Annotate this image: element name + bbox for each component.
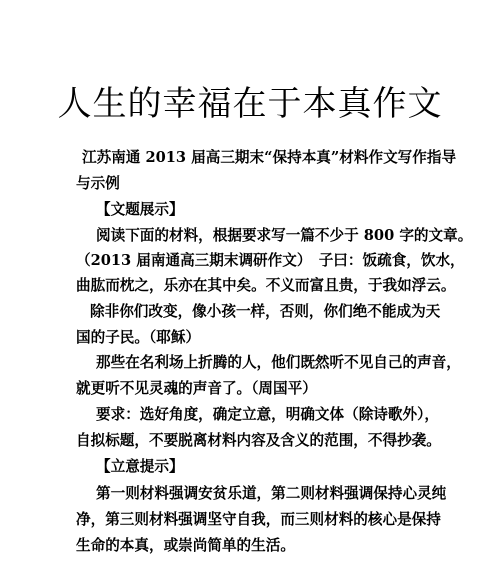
intro-line-2: 与示例 <box>76 175 120 192</box>
section-heading-theme: 【立意提示】 <box>96 458 184 475</box>
theme-line-2: 净，第三则材料强调坚守自我，而三则材料的核心是保持 <box>76 511 441 528</box>
body-line-3: 曲肱而枕之，乐亦在其中矣。不义而富且贵，于我如浮云。 <box>76 277 456 294</box>
theme-line-1: 第一则材料强调安贫乐道，第二则材料强调保持心灵纯 <box>96 485 447 502</box>
intro-line-1: 江苏南通 2013 届高三期末“保持本真”材料作文写作指导 <box>82 149 457 166</box>
requirement-line-1: 要求：选好角度，确定立意，明确文体（除诗歌外）， <box>96 406 439 423</box>
body-line-1: 阅读下面的材料，根据要求写一篇不少于 800 字的文章。 <box>96 227 473 244</box>
document-title: 人生的幸福在于本真作文 <box>57 84 443 124</box>
requirement-line-2: 自拟标题，不要脱离材料内容及含义的范围，不得抄袭。 <box>76 432 441 449</box>
body-line-4: 除非你们改变，像小孩一样，否则，你们绝不能成为天 <box>90 303 441 320</box>
body-line-6: 那些在名利场上折腾的人，他们既然听不见自己的声音， <box>96 354 461 371</box>
section-heading-prompt: 【文题展示】 <box>96 201 184 218</box>
body-line-2: （2013 届南通高三期末调研作文） 子曰：饭疏食，饮水， <box>76 252 465 269</box>
theme-line-3: 生命的本真，或崇尚简单的生活。 <box>76 537 295 554</box>
body-line-7: 就更听不见灵魂的声音了。（周国平） <box>76 380 317 397</box>
body-line-5: 国的子民。（耶稣） <box>76 329 201 346</box>
